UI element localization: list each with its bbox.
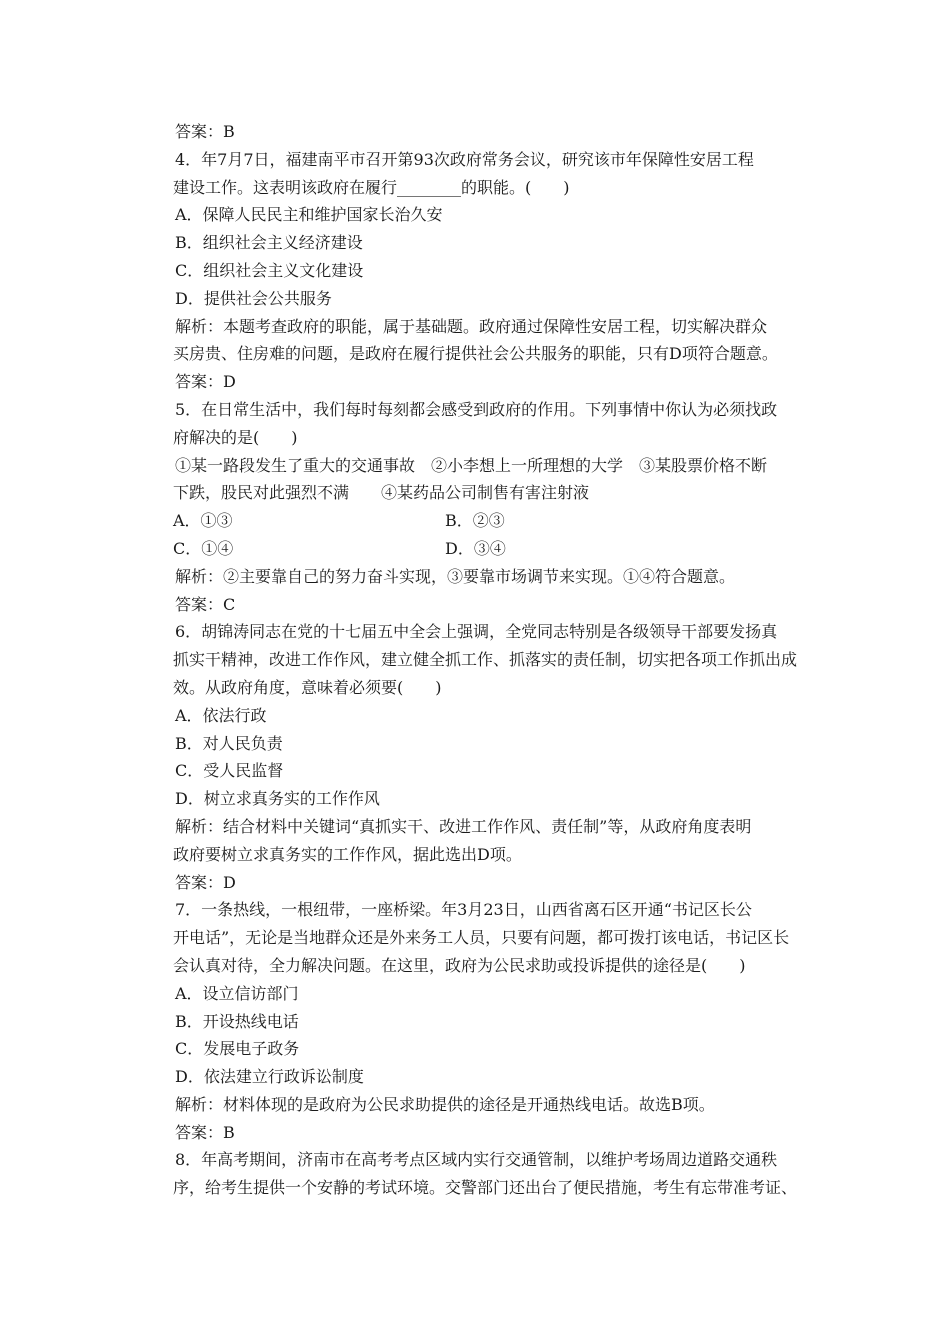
text-line: C．受人民监督 xyxy=(175,761,284,781)
text-line: 序，给考生提供一个安静的考试环境。交警部门还出台了便民措施，考生有忘带准考证、 xyxy=(173,1178,798,1198)
text-line: A．设立信访部门 xyxy=(175,983,299,1003)
text-line: 7．一条热线，一根纽带，一座桥梁。年3月23日，山西省离石区开通“书记区长公 xyxy=(175,900,752,920)
text-line: 解析：本题考查政府的职能，属于基础题。政府通过保障性安居工程，切实解决群众 xyxy=(175,316,768,336)
document-body xyxy=(173,118,809,1202)
option-left: A．①③ xyxy=(173,511,233,531)
option-row xyxy=(173,507,809,535)
text-line: B．开设热线电话 xyxy=(175,1011,299,1031)
text-line: 解析：结合材料中关键词“真抓实干、改进工作作风、责任制”等，从政府角度表明 xyxy=(175,816,752,836)
text-line: 建设工作。这表明该政府在履行________的职能。( ) xyxy=(173,177,570,197)
option-right: D．③④ xyxy=(445,538,506,558)
text-line: 4．年7月7日，福建南平市召开第93次政府常务会议，研究该市年保障性安居工程 xyxy=(175,149,754,169)
text-line: 5．在日常生活中，我们每时每刻都会感受到政府的作用。下列事情中你认为必须找政 xyxy=(175,399,778,419)
text-line: 答案：C xyxy=(175,594,236,614)
text-line: 政府要树立求真务实的工作作风，据此选出D项。 xyxy=(173,844,522,864)
text-line: D．依法建立行政诉讼制度 xyxy=(175,1067,364,1087)
text-line: D．提供社会公共服务 xyxy=(175,288,332,308)
text-line: 开电话”，无论是当地群众还是外来务工人员，只要有问题，都可拨打该电话，书记区长 xyxy=(173,928,790,948)
text-line: B．组织社会主义经济建设 xyxy=(175,233,363,253)
text-line: 会认真对待，全力解决问题。在这里，政府为公民求助或投诉提供的途径是( ) xyxy=(173,955,746,975)
text-line: A．保障人民民主和维护国家长治久安 xyxy=(175,205,443,225)
text-line: 府解决的是( ) xyxy=(173,427,298,447)
text-line: 6．胡锦涛同志在党的十七届五中全会上强调，全党同志特别是各级领导干部要发扬真 xyxy=(175,622,778,642)
text-line: 8．年高考期间，济南市在高考考点区域内实行交通管制，以维护考场周边道路交通秩 xyxy=(175,1150,778,1170)
text-line: 抓实干精神，改进工作作风，建立健全抓工作、抓落实的责任制，切实把各项工作抓出成 xyxy=(173,650,798,670)
text-line: 解析：②主要靠自己的努力奋斗实现，③要靠市场调节来实现。①④符合题意。 xyxy=(175,566,736,586)
text-line: C．发展电子政务 xyxy=(175,1039,300,1059)
text-line: C．组织社会主义文化建设 xyxy=(175,260,364,280)
text-line: 解析：材料体现的是政府为公民求助提供的途径是开通热线电话。故选B项。 xyxy=(175,1094,715,1114)
option-right: B．②③ xyxy=(445,511,505,531)
text-line: ①某一路段发生了重大的交通事故 ②小李想上一所理想的大学 ③某股票价格不断 xyxy=(175,455,768,475)
text-line: 答案：D xyxy=(175,372,236,392)
text-line: 答案：D xyxy=(175,872,236,892)
text-line: D．树立求真务实的工作作风 xyxy=(175,789,380,809)
text-line: B．对人民负责 xyxy=(175,733,283,753)
text-line: A．依法行政 xyxy=(175,705,267,725)
option-left: C．①④ xyxy=(173,538,234,558)
text-line: 答案：B xyxy=(175,1122,235,1142)
option-row xyxy=(173,535,809,563)
text-line: 答案：B xyxy=(175,122,235,141)
text-line: 买房贵、住房难的问题，是政府在履行提供社会公共服务的职能，只有D项符合题意。 xyxy=(173,344,778,364)
text-line: 效。从政府角度，意味着必须要( ) xyxy=(173,677,442,697)
text-line: 下跌，股民对此强烈不满 ④某药品公司制售有害注射液 xyxy=(173,483,590,503)
